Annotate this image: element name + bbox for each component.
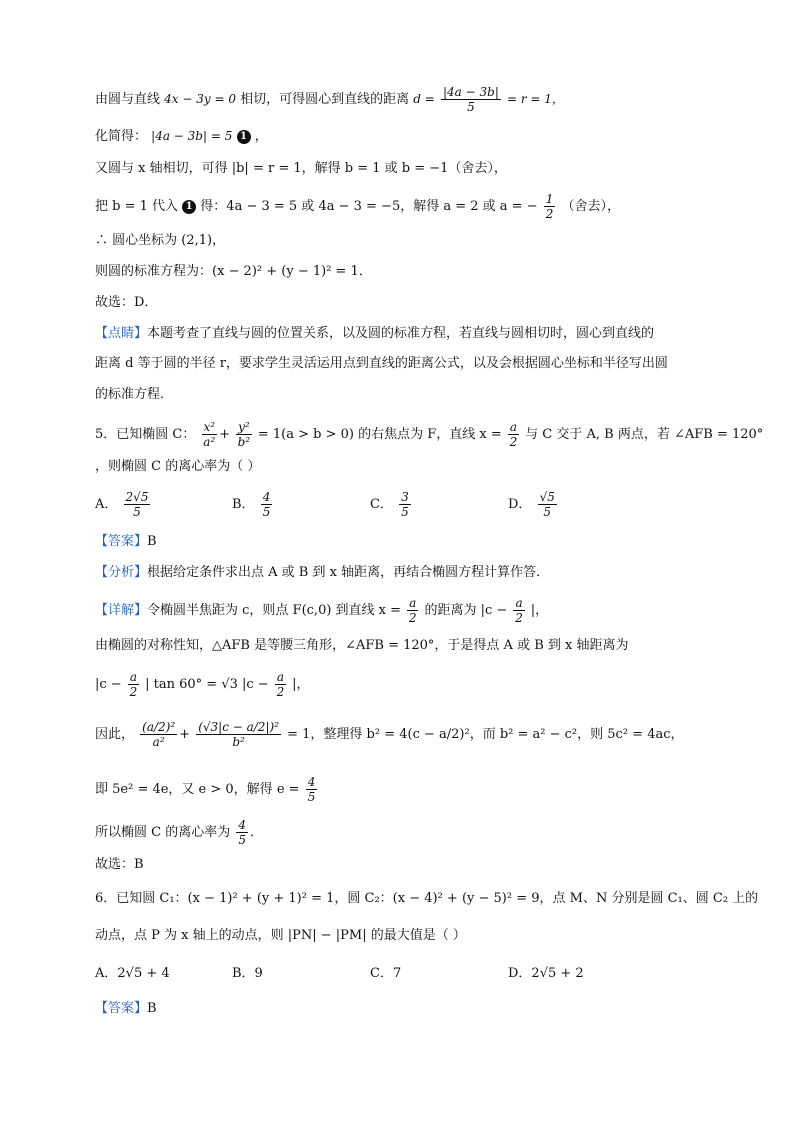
text: 相切，可得圆心到直线的距离	[240, 92, 410, 107]
solution-line-substitute	[95, 192, 620, 221]
fraction-numerator: (a/2)²	[142, 720, 176, 734]
solution-line-choice: 故选：D．	[95, 295, 158, 310]
text: |，	[530, 603, 549, 618]
option-a[interactable]: A．2√5 + 4	[95, 966, 170, 981]
choose-line: 故选：B	[95, 857, 144, 872]
option-c[interactable]: C．7	[370, 966, 402, 981]
fraction-numerator: 1	[545, 192, 554, 206]
option-a[interactable]	[95, 490, 152, 519]
analysis-tag: 【分析】	[95, 565, 148, 580]
text: 5．已知椭圆 C：	[95, 427, 196, 442]
fraction-numerator: 4	[307, 775, 316, 789]
fraction	[508, 420, 519, 449]
fraction-numerator: x²	[203, 420, 216, 434]
option-label: D．	[508, 497, 532, 512]
text: = 1，整理得 b² = 4(c − a/2)²，而 b² = a² − c²，则 5c² = 4ac，	[287, 727, 684, 742]
fraction-numerator: (√3|c − a/2|)²	[198, 720, 279, 734]
fraction	[140, 720, 177, 749]
text: 与 C 交于 A, B 两点，若 ∠AFB = 120°	[525, 427, 764, 442]
text: （舍去），	[561, 199, 621, 214]
option-c[interactable]	[370, 490, 413, 519]
question-6-stem-line2: 动点，点 P 为 x 轴上的动点，则 |PN| − |PM| 的最大值是（ ）	[95, 928, 466, 943]
fraction-denominator: 5	[543, 505, 552, 519]
text: = r = 1，	[507, 92, 564, 106]
text: 令椭圆半焦距为 c，则点 F(c,0) 到直线 x =	[147, 603, 402, 618]
text: 因此，	[95, 727, 135, 742]
fraction-numerator: |4a − 3b|	[442, 85, 499, 99]
question-5-stem: 5．已知椭圆 C： $\frac{\text{x²}}{\text{a²}}$ + $\frac{\text{y²}}{\text{b²}}$ = 1(a > b > 0) 的右焦点为 F，直线 x = $\frac{a}{2}$ 与 C 交于 A, B 两点，若 ∠AFB = 120°	[95, 420, 764, 449]
fraction	[202, 420, 218, 449]
distance-fraction	[441, 85, 501, 114]
option-b[interactable]	[232, 490, 274, 519]
fraction-denominator: 5	[238, 833, 246, 847]
fraction	[196, 720, 281, 749]
conclusion-line	[95, 818, 263, 847]
distance-symbol: d =	[413, 92, 435, 106]
fraction-numerator: 4	[238, 818, 246, 832]
fraction-denominator: b²	[237, 435, 251, 449]
text: 根据给定条件求出点 A 或 B 到 x 轴距离，再结合椭圆方程计算作答．	[147, 565, 550, 580]
solution-line-tangent: 又圆与 x 轴相切，可得 |b| = r = 1，解得 b = 1 或 b = −1（舍去），	[95, 161, 507, 176]
fraction-denominator: 5	[307, 790, 316, 804]
fraction	[236, 420, 252, 449]
text: 得：4a − 3 = 5 或 4a − 3 = −5，解得 a = 2 或 a = −	[200, 199, 538, 214]
symmetry-line: 由椭圆的对称性知，△AFB 是等腰三角形，∠AFB = 120°，于是得点 A 或 B 到 x 轴距离为	[95, 638, 629, 653]
fraction-denominator: 2	[129, 685, 138, 699]
fraction-denominator: 2	[515, 611, 523, 625]
comment-tag: 【点睛】	[95, 326, 148, 341]
question-6-options	[95, 962, 755, 982]
fraction-denominator: b²	[232, 735, 245, 749]
circled-number-icon: 1	[237, 130, 251, 144]
equation: |4a − 3b| = 5	[151, 129, 233, 143]
fraction-numerator: 2√5	[125, 490, 149, 504]
fraction-denominator: 2	[276, 685, 285, 699]
answer-value: B	[147, 1001, 157, 1016]
analysis-line	[95, 564, 549, 582]
answer-tag: 【答案】	[95, 534, 148, 549]
answer-line	[95, 1000, 157, 1018]
text: 本题考查了直线与圆的位置关系，以及圆的标准方程，若直线与圆相切时，圆心到直线的	[147, 326, 655, 341]
text: |c −	[95, 677, 122, 692]
option-label: C．	[370, 497, 393, 512]
distance-line	[95, 670, 310, 699]
question-6-stem: 6．已知圆 C₁：(x − 1)² + (y + 1)² = 1，圆 C₂：(x − 4)² + (y − 5)² = 9，点 M、N 分别是圆 C₁、圆 C₂ 上的	[95, 891, 759, 906]
text: ，	[254, 129, 268, 144]
option-label: A．	[95, 497, 118, 512]
line-equation: 4x − 3y = 0	[164, 92, 236, 106]
text: 即 5e² = 4e，又 e > 0，解得 e =	[95, 782, 300, 797]
fraction-denominator: 5	[262, 505, 271, 519]
answer-line	[95, 533, 157, 551]
fraction-denominator: 2	[509, 435, 518, 449]
comment-line-1	[95, 325, 654, 343]
fraction	[236, 818, 248, 847]
fraction-numerator: a	[409, 596, 417, 610]
fraction-denominator: a²	[203, 435, 216, 449]
fraction	[128, 670, 139, 699]
question-5-stem-line2: ，则椭圆 C 的离心率为（ ）	[95, 459, 261, 474]
text: 由圆与直线	[95, 92, 161, 107]
solution-line-equation: 则圆的标准方程为：(x − 2)² + (y − 1)² = 1．	[95, 264, 372, 279]
answer-tag: 【答案】	[95, 1001, 148, 1016]
fraction	[407, 596, 418, 625]
text: 化简得：	[95, 129, 148, 144]
fraction-numerator: 4	[262, 490, 271, 504]
comment-line-3: 的标准方程．	[95, 387, 174, 402]
fraction	[275, 670, 286, 699]
solution-line-distance	[95, 85, 564, 114]
option-d[interactable]: D．2√5 + 2	[508, 966, 584, 981]
fraction-numerator: a	[509, 420, 518, 434]
fraction-numerator: a	[515, 596, 523, 610]
fraction-denominator: 5	[133, 505, 141, 519]
fraction-denominator: 2	[545, 207, 554, 221]
fraction	[538, 490, 557, 519]
fraction-denominator: 2	[408, 611, 417, 625]
thus-line: 因此， $\frac{\text{(a/2)²}}{\text{a²}}$ + $\frac{\text{(√3|c − a/2|)²}}{\text{b²}}$ = 1，整理得 b² = 4(c − a/2)²，而 b² = a² − c²，则 5c² = 4ac，	[95, 720, 684, 749]
question-5-options	[95, 490, 755, 526]
detail-line	[95, 596, 548, 625]
fraction	[399, 490, 411, 519]
fraction-numerator: √5	[539, 490, 555, 504]
text: 所以椭圆 C 的离心率为	[95, 825, 231, 840]
text: 的距离为 |c −	[424, 603, 508, 618]
option-label: B．	[232, 497, 255, 512]
option-b[interactable]: B．9	[232, 966, 263, 981]
fraction-numerator: a	[129, 670, 137, 684]
text: = 1(a > b > 0) 的右焦点为 F，直线 x =	[257, 427, 502, 442]
solution-line-simplify	[95, 127, 268, 146]
solution-line-center: ∴ 圆心坐标为 (2,1)，	[95, 233, 226, 248]
solve-line	[95, 775, 319, 804]
fraction	[544, 192, 556, 221]
text: | tan 60° = √3 |c −	[145, 677, 269, 692]
fraction-denominator: 5	[467, 100, 475, 114]
circled-number-icon: 1	[182, 200, 196, 214]
answer-value: B	[147, 534, 157, 549]
fraction	[513, 596, 524, 625]
text: 把 b = 1 代入	[95, 199, 179, 214]
text: ．	[250, 825, 264, 840]
option-d[interactable]	[508, 490, 559, 519]
fraction	[306, 775, 318, 804]
comment-line-2: 距离 d 等于圆的半径 r，要求学生灵活运用点到直线的距离公式，以及会根据圆心坐标和半径写出圆	[95, 356, 668, 371]
fraction-numerator: a	[276, 670, 284, 684]
fraction	[261, 490, 273, 519]
fraction-numerator: 3	[401, 490, 409, 504]
text: |，	[292, 677, 310, 692]
fraction-denominator: 5	[401, 505, 409, 519]
fraction-numerator: y²	[238, 420, 250, 434]
detail-tag: 【详解】	[95, 603, 148, 618]
fraction	[124, 490, 151, 519]
fraction-denominator: a²	[152, 735, 165, 749]
